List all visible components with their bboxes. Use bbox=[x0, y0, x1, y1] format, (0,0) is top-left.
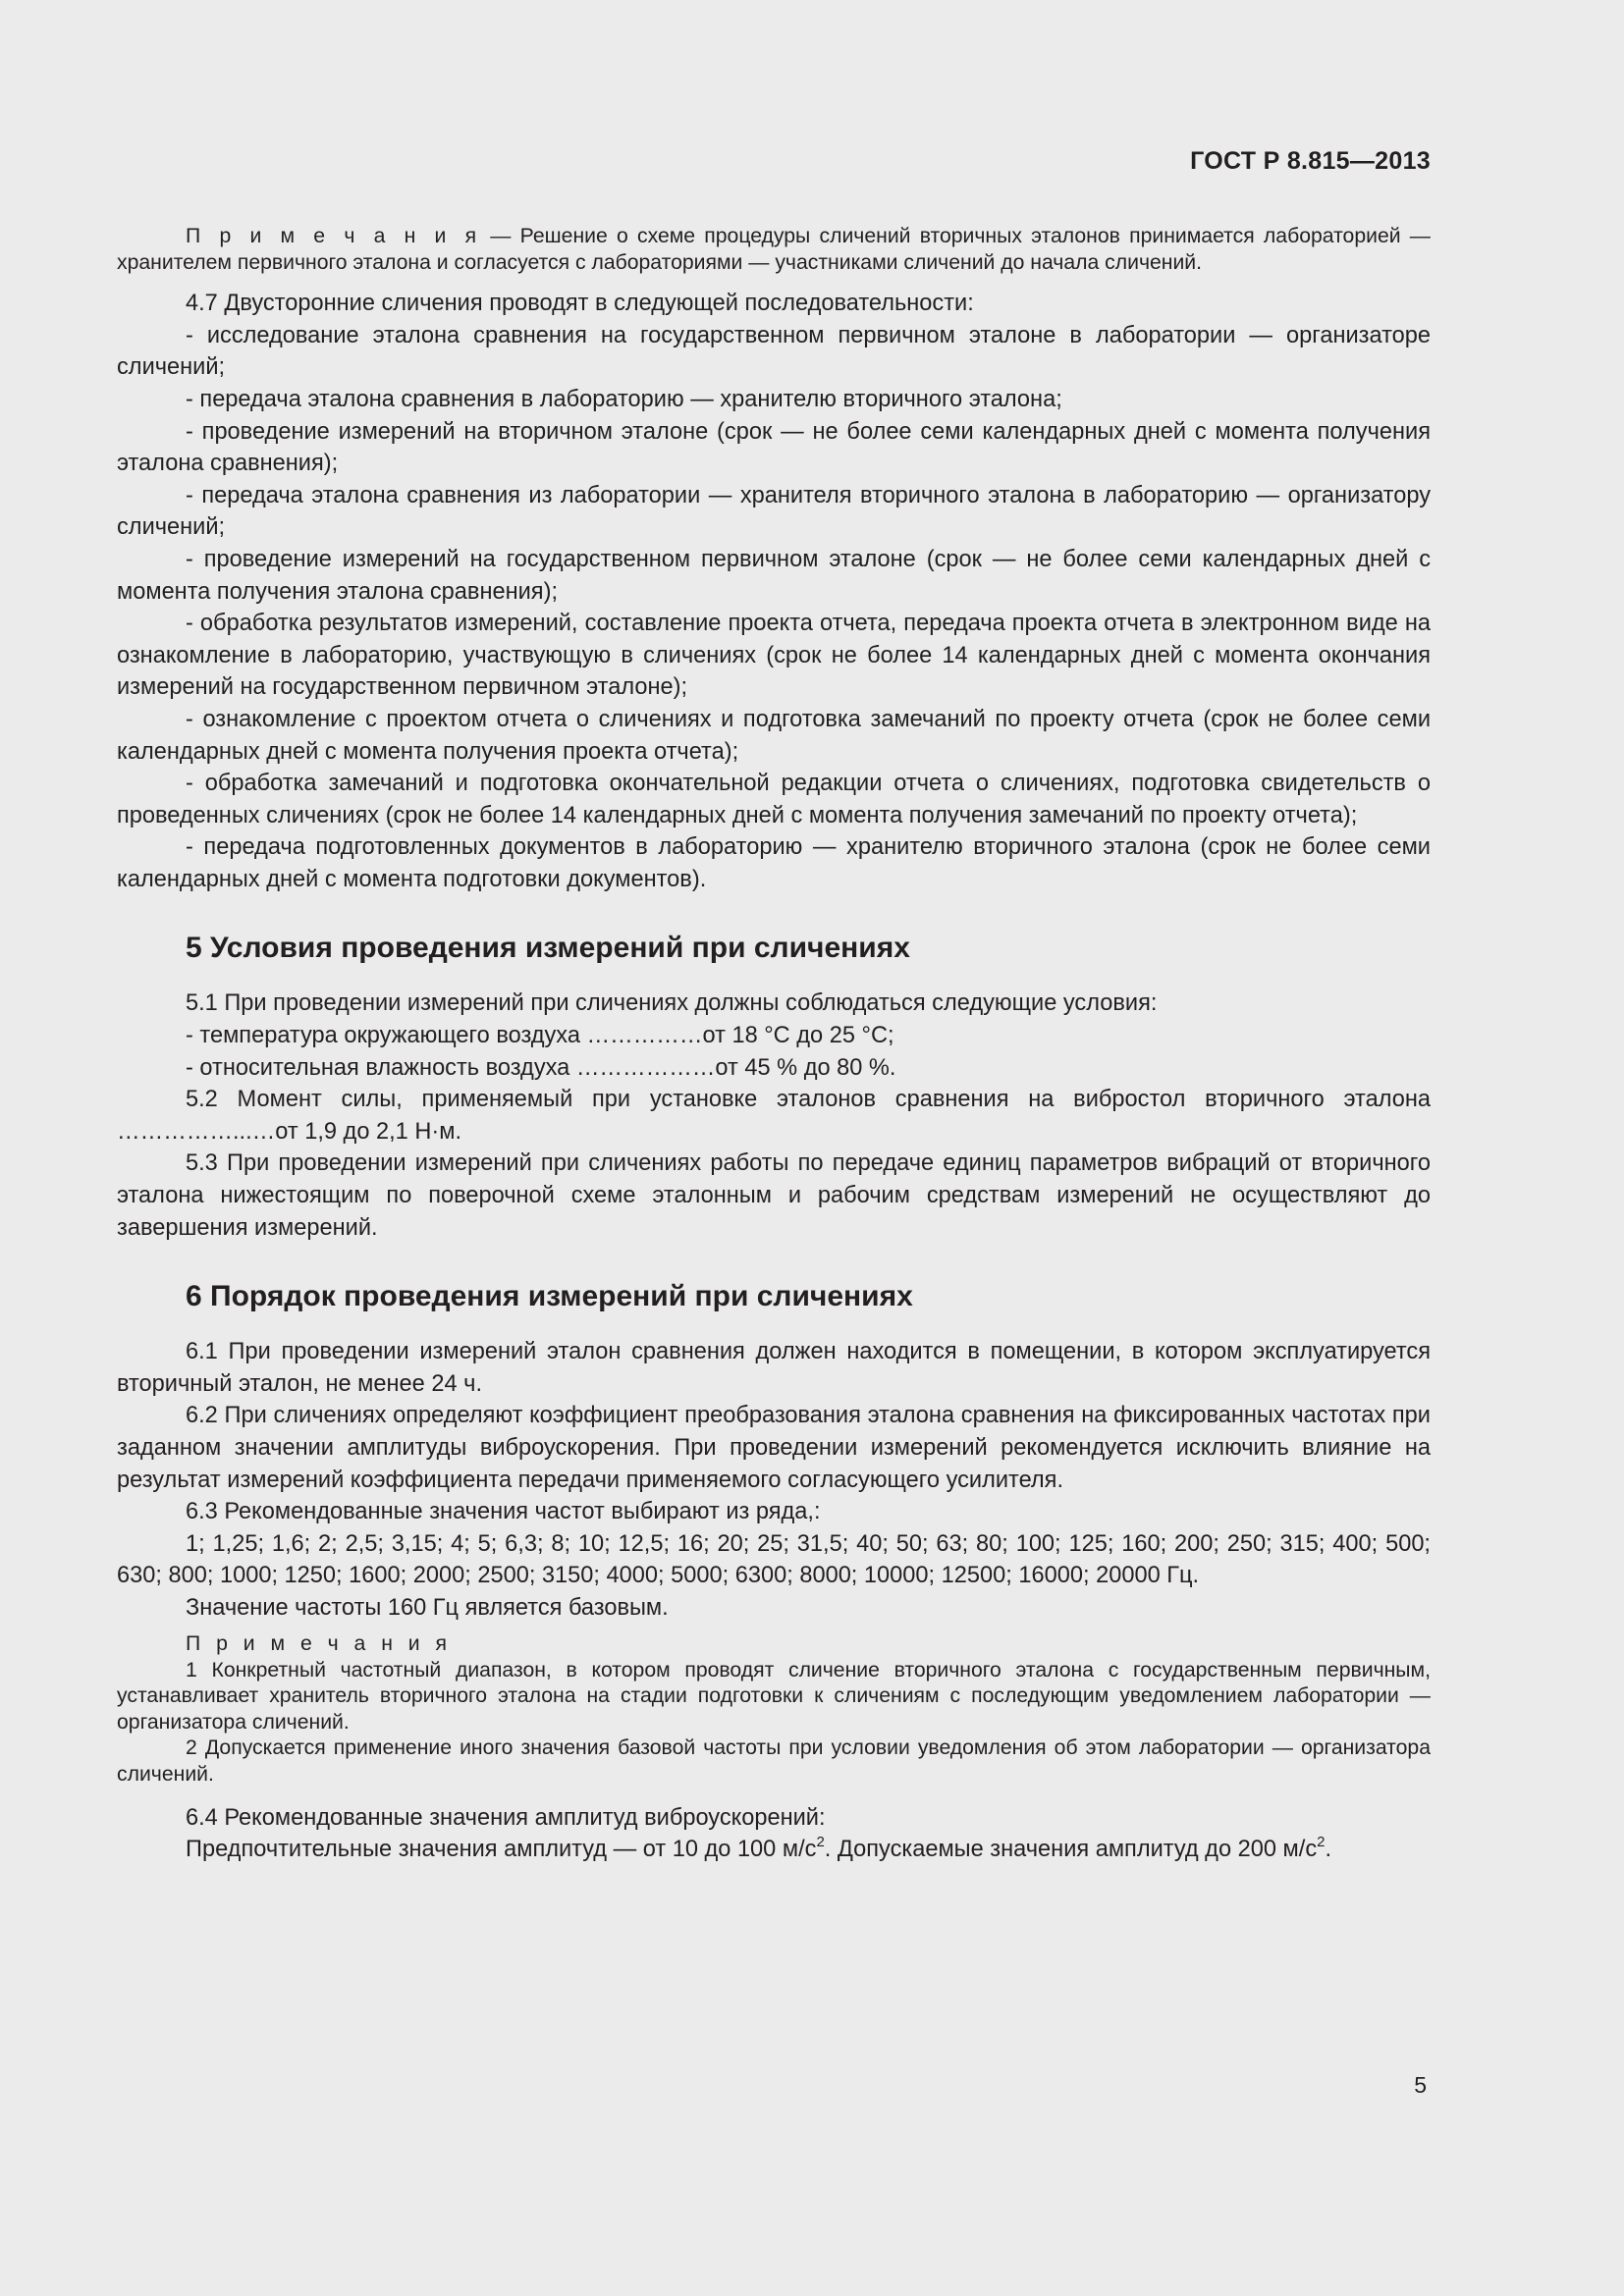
page-number: 5 bbox=[1414, 2072, 1427, 2098]
frequency-series: 1; 1,25; 1,6; 2; 2,5; 3,15; 4; 5; 6,3; 8; 10; 12,5; 16; 20; 25; 31,5; 40; 50; 63; 80; 100; 125; 160; 200; 250; 315; 400; 500; 630; 800; 1000; 1250; 1600; 2000; 2500; 3150; 4000; 5000; 6300; 8000; 10000; 12500; 16000; 20000 Гц. bbox=[117, 1530, 1431, 1589]
note-label: П р и м е ч а н и я bbox=[186, 225, 482, 247]
clause-6-4: 6.4 Рекомендованные значения амплитуд виброускорений: bbox=[186, 1804, 826, 1831]
page-content bbox=[117, 224, 1431, 1866]
list-item: - передача подготовленных документов в лабораторию — хранителю вторичного эталона (срок не более семи календарных дней с момента подготовки документов). bbox=[117, 834, 1431, 892]
base-frequency: Значение частоты 160 Гц является базовым. bbox=[186, 1594, 669, 1621]
list-item: - проведение измерений на государственном первичном эталоне (срок — не более семи календарных дней с момента получения эталона сравнения); bbox=[117, 546, 1431, 605]
amplitude-values bbox=[117, 1834, 1431, 1866]
clause-6-1: 6.1 При проведении измерений эталон сравнения должен находится в помещении, в котором эксплуатируется вторичный эталон, не менее 24 ч. bbox=[117, 1339, 1431, 1397]
clause-6-3: 6.3 Рекомендованные значения частот выбирают из ряда,: bbox=[186, 1499, 821, 1525]
list-item: - передача эталона сравнения из лаборатории — хранителя вторичного эталона в лабораторию — организатору сличений; bbox=[117, 482, 1431, 541]
clause-5-1: 5.1 При проведении измерений при сличениях должны соблюдаться следующие условия: bbox=[186, 990, 1158, 1017]
amplitude-text-c: . bbox=[1325, 1837, 1332, 1863]
clause-4-7: 4.7 Двусторонние сличения проводят в следующей последовательности: bbox=[186, 291, 974, 317]
superscript: 2 bbox=[1317, 1834, 1326, 1851]
amplitude-text-a: Предпочтительные значения амплитуд — от 10 до 100 м/с bbox=[186, 1837, 817, 1863]
note-1: 1 Конкретный частотный диапазон, в котором проводят сличение вторичного эталона с государственным первичным, устанавливает хранитель вторичного эталона на стадии подготовки к сличениям с последующим уведомлением лаборатории — организатора сличений. bbox=[117, 1658, 1431, 1734]
list-item: - обработка результатов измерений, составление проекта отчета, передача проекта отчета в электронном виде на ознакомление в лабораторию, участвующую в сличениях (срок не более 14 календарных дней с момента окончания измерений на государственном первичном эталоне); bbox=[117, 611, 1431, 701]
condition-temperature: - температура окружающего воздуха ……………от 18 °С до 25 °С; bbox=[186, 1023, 894, 1049]
note-2: 2 Допускается применение иного значения базовой частоты при условии уведомления об этом лаборатории — организатора сличений. bbox=[117, 1736, 1431, 1786]
list-item: - ознакомление с проектом отчета о сличениях и подготовка замечаний по проекту отчета (срок не более семи календарных дней с момента получения проекта отчета); bbox=[117, 706, 1431, 765]
notes-title: П р и м е ч а н и я bbox=[186, 1631, 453, 1655]
clause-5-2: 5.2 Момент силы, применяемый при установке эталонов сравнения на вибростол вторичного эталона ……………...…от 1,9 до 2,1 Н·м. bbox=[117, 1087, 1431, 1145]
list-item: - проведение измерений на вторичном эталоне (срок — не более семи календарных дней с момента получения эталона сравнения); bbox=[117, 418, 1431, 477]
clause-6-2: 6.2 При сличениях определяют коэффициент преобразования эталона сравнения на фиксированных частотах при заданном значении амплитуды виброускорения. При проведении измерений рекомендуется исключить влияние на результат измерений коэффициента передачи применяемого согласующего усилителя. bbox=[117, 1403, 1431, 1493]
section-6-heading: 6 Порядок проведения измерений при сличениях bbox=[186, 1280, 913, 1313]
list-item: - передача эталона сравнения в лабораторию — хранителю вторичного эталона; bbox=[186, 386, 1062, 412]
list-item: - обработка замечаний и подготовка окончательной редакции отчета о сличениях, подготовка свидетельств о проведенных сличениях (срок не более 14 календарных дней с момента получения замечаний по проекту отчета); bbox=[117, 771, 1431, 828]
note-top bbox=[117, 224, 1431, 276]
clause-5-3: 5.3 При проведении измерений при сличениях работы по передаче единиц параметров вибраций от вторичного эталона нижестоящим по поверочной схеме эталонным и рабочим средствам измерений не осуществляют до завершения измерений. bbox=[117, 1150, 1431, 1241]
condition-humidity: - относительная влажность воздуха ………………от 45 % до 80 %. bbox=[186, 1054, 896, 1081]
list-item: - исследование эталона сравнения на государственном первичном эталоне в лаборатории — организаторе сличений; bbox=[117, 322, 1431, 381]
note-text: — Решение о схеме процедуры сличений вторичных эталонов принимается лабораторией — хранителем первичного эталона и согласуется с лабораториями — участниками сличений до начала сличений. bbox=[117, 225, 1431, 274]
amplitude-text-b: . Допускаемые значения амплитуд до 200 м/с bbox=[824, 1837, 1318, 1863]
superscript: 2 bbox=[816, 1834, 825, 1851]
section-5-heading: 5 Условия проведения измерений при сличениях bbox=[186, 932, 910, 965]
document-id: ГОСТ Р 8.815—2013 bbox=[1190, 147, 1431, 175]
